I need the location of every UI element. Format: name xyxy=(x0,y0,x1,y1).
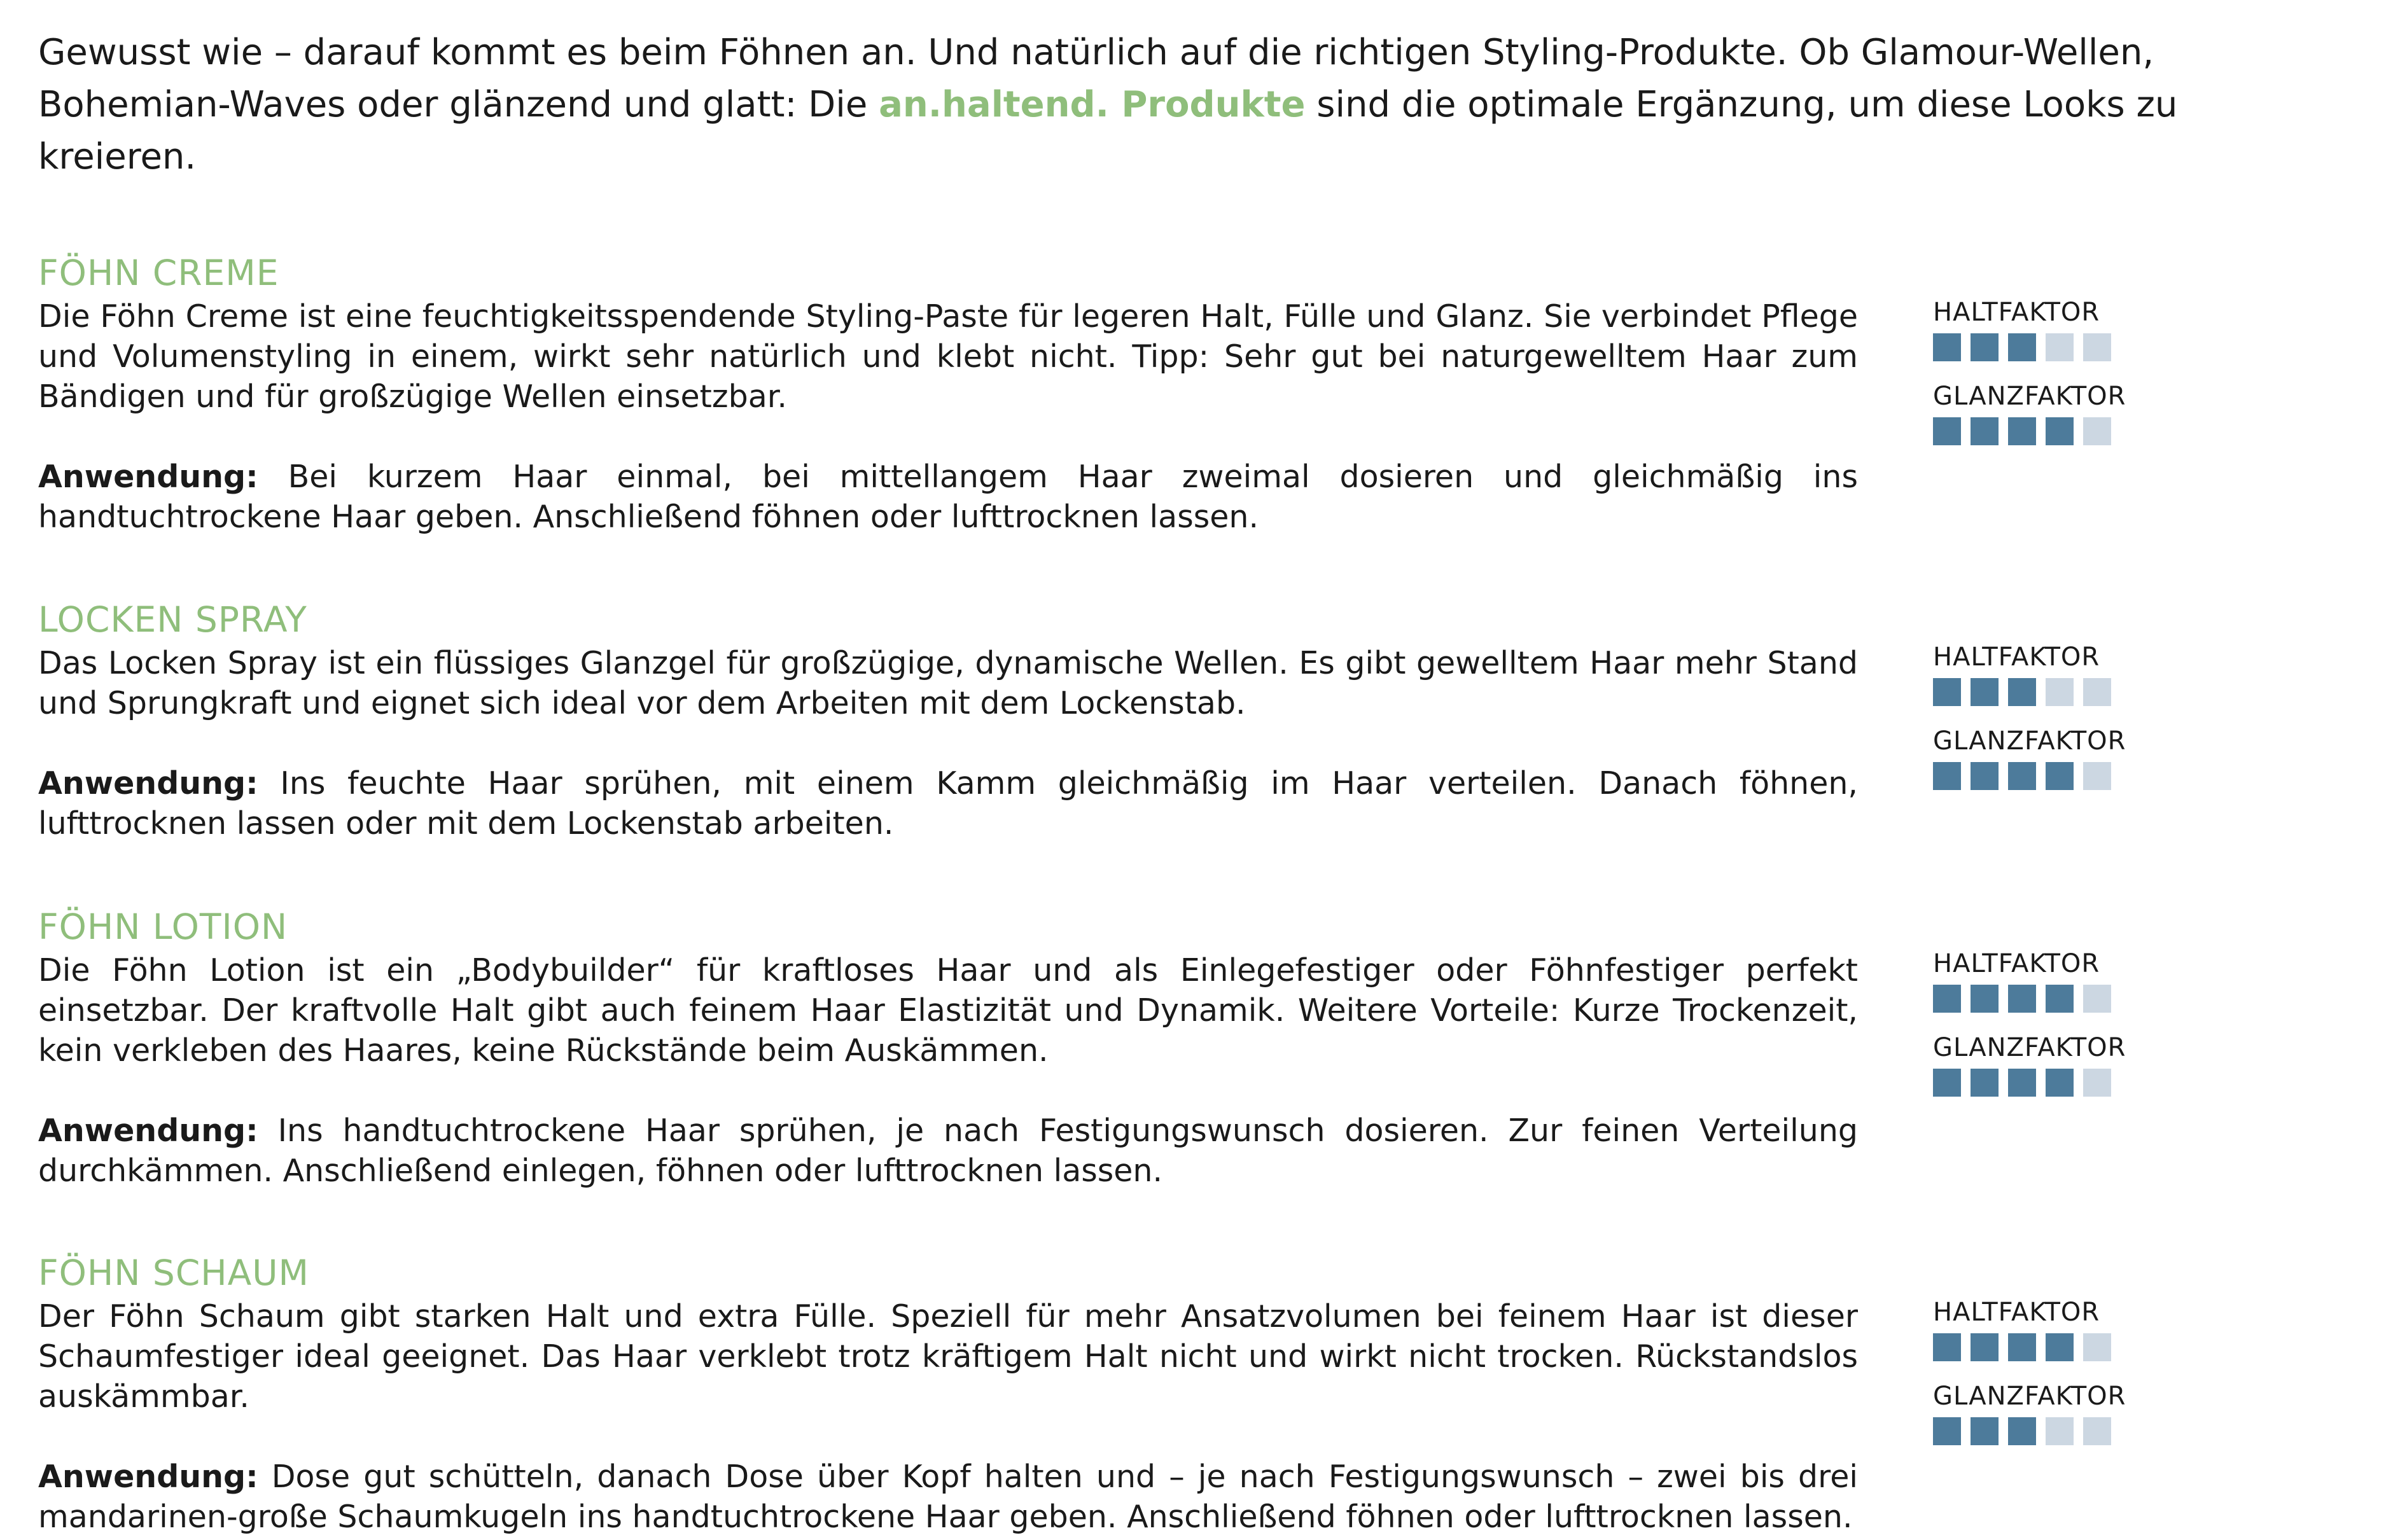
product-text xyxy=(38,1296,1858,1537)
rating-square-filled xyxy=(1971,678,1999,706)
usage-label: Anwendung: xyxy=(38,459,258,495)
product-usage xyxy=(38,1457,1858,1537)
rating-square-empty xyxy=(2046,1417,2074,1445)
hold-rating xyxy=(1933,642,2137,726)
brand-name: an.haltend. Produkte xyxy=(879,84,1306,125)
rating-square-filled xyxy=(1971,1069,1999,1097)
shine-rating-squares xyxy=(1933,1417,2137,1445)
product-usage xyxy=(38,457,1858,537)
rating-square-filled xyxy=(1971,1417,1999,1445)
shine-rating xyxy=(1933,382,2137,466)
usage-text: Dose gut schütteln, danach Dose über Kopf halten und – je nach Festigungswunsch – zwei bis drei mandarinen-große Schaumkugeln ins handtuchtrockene Haar geben. Anschließend föhnen oder lufttrocknen lassen. xyxy=(38,1459,1858,1535)
hold-rating-label: HALTFAKTOR xyxy=(1933,1298,2100,1327)
rating-square-filled xyxy=(1971,1333,1999,1361)
ratings-foehn-lotion xyxy=(1933,949,2137,1117)
rating-square-filled xyxy=(1933,417,1961,445)
rating-square-filled xyxy=(2046,1333,2074,1361)
hold-rating-squares xyxy=(1933,985,2137,1013)
usage-label: Anwendung: xyxy=(38,765,258,801)
product-usage xyxy=(38,1111,1858,1191)
product-title: FÖHN LOTION xyxy=(38,906,288,947)
product-title: FÖHN SCHAUM xyxy=(38,1252,309,1293)
shine-rating-squares xyxy=(1933,1069,2137,1097)
rating-square-empty xyxy=(2083,417,2111,445)
ratings-foehn-creme xyxy=(1933,298,2137,466)
rating-square-empty xyxy=(2083,762,2111,790)
rating-square-filled xyxy=(2008,1333,2036,1361)
rating-square-empty xyxy=(2083,1333,2111,1361)
rating-square-filled xyxy=(2046,985,2074,1013)
rating-square-empty xyxy=(2083,1069,2111,1097)
rating-square-empty xyxy=(2083,678,2111,706)
rating-square-filled xyxy=(2008,1417,2036,1445)
shine-rating-label: GLANZFAKTOR xyxy=(1933,1382,2126,1411)
hold-rating xyxy=(1933,1298,2137,1382)
usage-text: Ins feuchte Haar sprühen, mit einem Kamm gleichmäßig im Haar verteilen. Danach föhnen, lufttrocknen lassen oder mit dem Lockenstab arbeiten. xyxy=(38,765,1858,842)
rating-square-filled xyxy=(1933,678,1961,706)
usage-label: Anwendung: xyxy=(38,1113,258,1149)
rating-square-filled xyxy=(2008,678,2036,706)
rating-square-empty xyxy=(2046,678,2074,706)
hold-rating-label: HALTFAKTOR xyxy=(1933,298,2100,327)
product-description: Der Föhn Schaum gibt starken Halt und extra Fülle. Speziell für mehr Ansatzvolumen bei feinem Haar ist dieser Schaumfestiger ideal geeignet. Das Haar verklebt trotz kräftigem Halt nicht und wirkt nicht trocken. Rückstandslos auskämmbar. xyxy=(38,1298,1858,1415)
rating-square-filled xyxy=(2046,1069,2074,1097)
shine-rating xyxy=(1933,1382,2137,1466)
rating-square-filled xyxy=(2046,762,2074,790)
product-usage xyxy=(38,763,1858,843)
usage-text: Bei kurzem Haar einmal, bei mittellangem Haar zweimal dosieren und gleichmäßig ins handtuchtrockene Haar geben. Anschließend föhnen oder lufttrocknen lassen. xyxy=(38,459,1858,535)
rating-square-filled xyxy=(1933,1069,1961,1097)
intro-text-after: sind die optimale Ergänzung, um diese Looks zu kreieren. xyxy=(38,84,2178,177)
rating-square-filled xyxy=(1933,762,1961,790)
shine-rating-label: GLANZFAKTOR xyxy=(1933,726,2126,756)
product-description: Die Föhn Lotion ist ein „Bodybuilder“ für kraftloses Haar und als Einlegefestiger oder Föhnfestiger perfekt einsetzbar. Der kraftvolle Halt gibt auch feinem Haar Elastizität und Dynamik. Weitere Vorteile: Kurze Trockenzeit, kein verkleben des Haares, keine Rückstände beim Auskämmen. xyxy=(38,952,1858,1069)
rating-square-empty xyxy=(2046,333,2074,361)
rating-square-filled xyxy=(2008,333,2036,361)
intro-paragraph xyxy=(38,27,2303,183)
hold-rating xyxy=(1933,298,2137,382)
ratings-locken-spray xyxy=(1933,642,2137,810)
rating-square-filled xyxy=(1933,333,1961,361)
rating-square-filled xyxy=(1971,762,1999,790)
shine-rating xyxy=(1933,726,2137,810)
product-title: LOCKEN SPRAY xyxy=(38,599,307,640)
shine-rating-squares xyxy=(1933,417,2137,445)
product-text xyxy=(38,643,1858,843)
rating-square-empty xyxy=(2083,985,2111,1013)
shine-rating-label: GLANZFAKTOR xyxy=(1933,382,2126,411)
rating-square-filled xyxy=(1933,1333,1961,1361)
rating-square-filled xyxy=(2008,417,2036,445)
rating-square-empty xyxy=(2083,333,2111,361)
product-description: Das Locken Spray ist ein flüssiges Glanzgel für großzügige, dynamische Wellen. Es gibt gewelltem Haar mehr Stand und Sprungkraft und eignet sich ideal vor dem Arbeiten mit dem Lockenstab. xyxy=(38,645,1858,721)
rating-square-filled xyxy=(2008,985,2036,1013)
hold-rating-squares xyxy=(1933,1333,2137,1361)
rating-square-filled xyxy=(1933,1417,1961,1445)
rating-square-filled xyxy=(1971,417,1999,445)
rating-square-filled xyxy=(1971,333,1999,361)
hold-rating xyxy=(1933,949,2137,1033)
rating-square-filled xyxy=(2008,762,2036,790)
product-text xyxy=(38,296,1858,537)
product-description: Die Föhn Creme ist eine feuchtigkeitsspendende Styling-Paste für legeren Halt, Fülle und Glanz. Sie verbindet Pflege und Volumenstyling in einem, wirkt sehr natürlich und klebt nicht. Tipp: Sehr gut bei naturgewelltem Haar zum Bändigen und für großzügige Wellen einsetzbar. xyxy=(38,298,1858,415)
rating-square-filled xyxy=(1933,985,1961,1013)
product-title: FÖHN CREME xyxy=(38,253,279,293)
usage-text: Ins handtuchtrockene Haar sprühen, je nach Festigungswunsch dosieren. Zur feinen Verteilung durchkämmen. Anschließend einlegen, föhnen oder lufttrocknen lassen. xyxy=(38,1113,1858,1189)
shine-rating-squares xyxy=(1933,762,2137,790)
hold-rating-squares xyxy=(1933,678,2137,706)
shine-rating-label: GLANZFAKTOR xyxy=(1933,1033,2126,1062)
rating-square-filled xyxy=(2046,417,2074,445)
rating-square-filled xyxy=(2008,1069,2036,1097)
rating-square-filled xyxy=(1971,985,1999,1013)
rating-square-empty xyxy=(2083,1417,2111,1445)
usage-label: Anwendung: xyxy=(38,1459,258,1495)
ratings-foehn-schaum xyxy=(1933,1298,2137,1466)
hold-rating-label: HALTFAKTOR xyxy=(1933,949,2100,978)
hold-rating-squares xyxy=(1933,333,2137,361)
product-text xyxy=(38,950,1858,1191)
hold-rating-label: HALTFAKTOR xyxy=(1933,642,2100,672)
shine-rating xyxy=(1933,1033,2137,1117)
intro-text-before: Gewusst wie – darauf kommt es beim Föhnen an. Und natürlich auf die richtigen Styling-Produkte. Ob Glamour-Wellen, Bohemian-Waves oder glänzend und glatt: Die xyxy=(38,32,2154,125)
